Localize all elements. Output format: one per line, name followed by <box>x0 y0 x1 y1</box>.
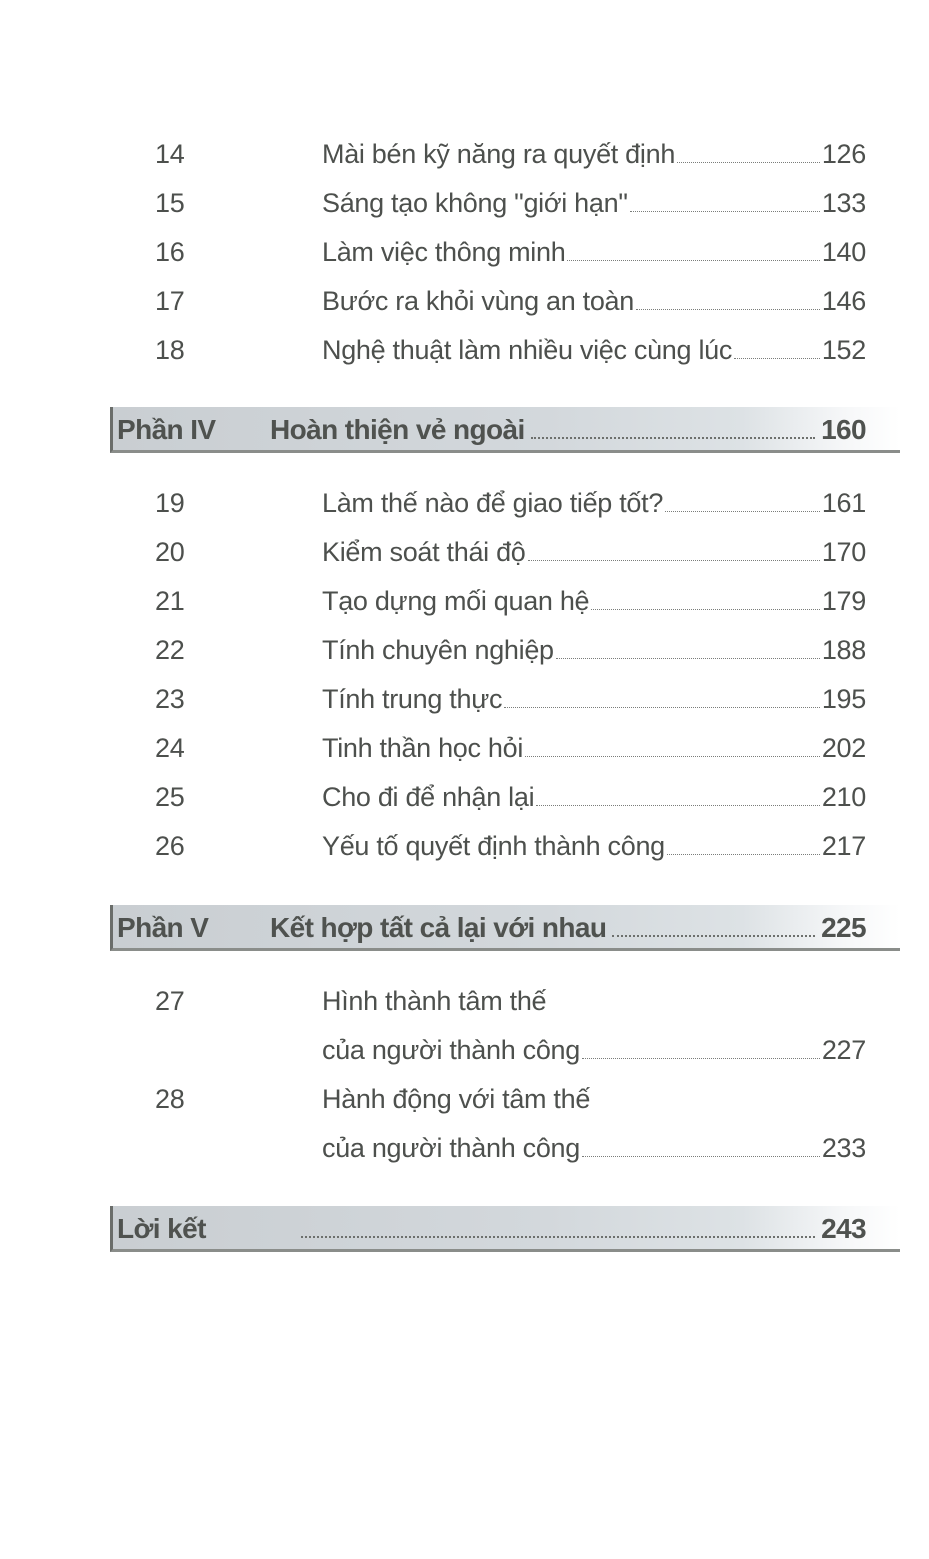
page-number: 140 <box>821 237 866 267</box>
chapter-number: 26 <box>155 831 185 861</box>
part-title: Hoàn thiện vẻ ngoài <box>270 414 525 445</box>
toc-entry <box>110 728 866 768</box>
chapter-title-line1: Hành động với tâm thế <box>322 1084 591 1114</box>
dot-leader <box>677 161 820 163</box>
toc-entry <box>110 630 866 670</box>
dot-leader <box>582 1155 820 1157</box>
chapter-title: Mài bén kỹ năng ra quyết định <box>322 139 676 169</box>
chapter-number: 25 <box>155 782 185 812</box>
chapter-number: 24 <box>155 733 185 763</box>
chapter-title: Nghệ thuật làm nhiều việc cùng lúc <box>322 335 733 365</box>
toc-entry <box>110 777 866 817</box>
chapter-title: Yếu tố quyết định thành công <box>322 831 665 861</box>
epilogue-label: Lời kết <box>117 1213 206 1244</box>
toc-entry <box>110 581 866 621</box>
page-number: 243 <box>821 1213 866 1244</box>
page-number: 210 <box>821 782 866 812</box>
page-number: 217 <box>821 831 866 861</box>
dot-leader <box>504 706 820 708</box>
chapter-number: 18 <box>155 335 185 365</box>
dot-leader <box>667 853 820 855</box>
toc-entry <box>110 826 866 866</box>
chapter-title: Làm thế nào để giao tiếp tốt? <box>322 488 664 518</box>
toc-entry-line1 <box>110 1079 866 1119</box>
chapter-number: 19 <box>155 488 185 518</box>
page-number: 179 <box>821 586 866 616</box>
page-number: 160 <box>821 414 866 445</box>
dot-leader <box>567 259 819 261</box>
dot-leader <box>536 804 820 806</box>
chapter-title: Tính trung thực <box>322 684 503 714</box>
dot-leader <box>531 436 815 439</box>
chapter-title-line1: Hình thành tâm thế <box>322 986 547 1016</box>
dot-leader <box>528 559 820 561</box>
dot-leader <box>665 510 820 512</box>
toc-entry-line1 <box>110 981 866 1021</box>
dot-leader <box>630 210 820 212</box>
page-number: 170 <box>821 537 866 567</box>
page-number: 161 <box>821 488 866 518</box>
chapter-number: 15 <box>155 188 185 218</box>
page-number: 233 <box>821 1133 866 1163</box>
page-number: 152 <box>821 335 866 365</box>
chapter-title: Tạo dựng mối quan hệ <box>322 586 590 616</box>
page-number: 126 <box>821 139 866 169</box>
page-number: 227 <box>821 1035 866 1065</box>
chapter-number: 23 <box>155 684 185 714</box>
dot-leader <box>525 755 820 757</box>
toc-entry <box>110 679 866 719</box>
chapter-number: 28 <box>155 1084 185 1114</box>
page-number: 133 <box>821 188 866 218</box>
toc-entry <box>110 232 866 272</box>
part-label: Phần IV <box>117 414 216 445</box>
chapter-number: 16 <box>155 237 185 267</box>
chapter-number: 17 <box>155 286 185 316</box>
part-header-iv <box>110 407 900 453</box>
toc-entry <box>110 483 866 523</box>
dot-leader <box>612 934 815 937</box>
dot-leader <box>556 657 820 659</box>
page-number: 225 <box>821 912 866 943</box>
part-title: Kết hợp tất cả lại với nhau <box>270 912 607 943</box>
chapter-number: 20 <box>155 537 185 567</box>
chapter-number: 21 <box>155 586 185 616</box>
chapter-title-line2: của người thành công <box>322 1133 580 1163</box>
chapter-title: Cho đi để nhận lại <box>322 782 535 812</box>
part-label: Phần V <box>117 912 209 943</box>
page-number: 146 <box>821 286 866 316</box>
dot-leader <box>636 308 820 310</box>
chapter-number: 14 <box>155 139 185 169</box>
chapter-title: Tính chuyên nghiệp <box>322 635 554 665</box>
chapter-number: 27 <box>155 986 185 1016</box>
toc-entry-line2 <box>110 1030 866 1070</box>
chapter-title: Sáng tạo không "giới hạn" <box>322 188 628 218</box>
toc-entry <box>110 183 866 223</box>
page-number: 202 <box>821 733 866 763</box>
epilogue-header <box>110 1206 900 1252</box>
toc-entry <box>110 134 866 174</box>
toc-entry <box>110 330 866 370</box>
dot-leader <box>591 608 820 610</box>
page-number: 188 <box>821 635 866 665</box>
dot-leader <box>301 1235 815 1238</box>
toc-entry <box>110 532 866 572</box>
dot-leader <box>734 357 820 359</box>
chapter-title: Tinh thần học hỏi <box>322 733 524 763</box>
chapter-title: Kiểm soát thái độ <box>322 537 526 567</box>
chapter-title: Bước ra khỏi vùng an toàn <box>322 286 634 316</box>
chapter-title: Làm việc thông minh <box>322 237 566 267</box>
part-header-v <box>110 905 900 951</box>
chapter-number: 22 <box>155 635 185 665</box>
dot-leader <box>582 1057 820 1059</box>
toc-entry <box>110 281 866 321</box>
chapter-title-line2: của người thành công <box>322 1035 580 1065</box>
page-number: 195 <box>821 684 866 714</box>
toc-entry-line2 <box>110 1128 866 1168</box>
